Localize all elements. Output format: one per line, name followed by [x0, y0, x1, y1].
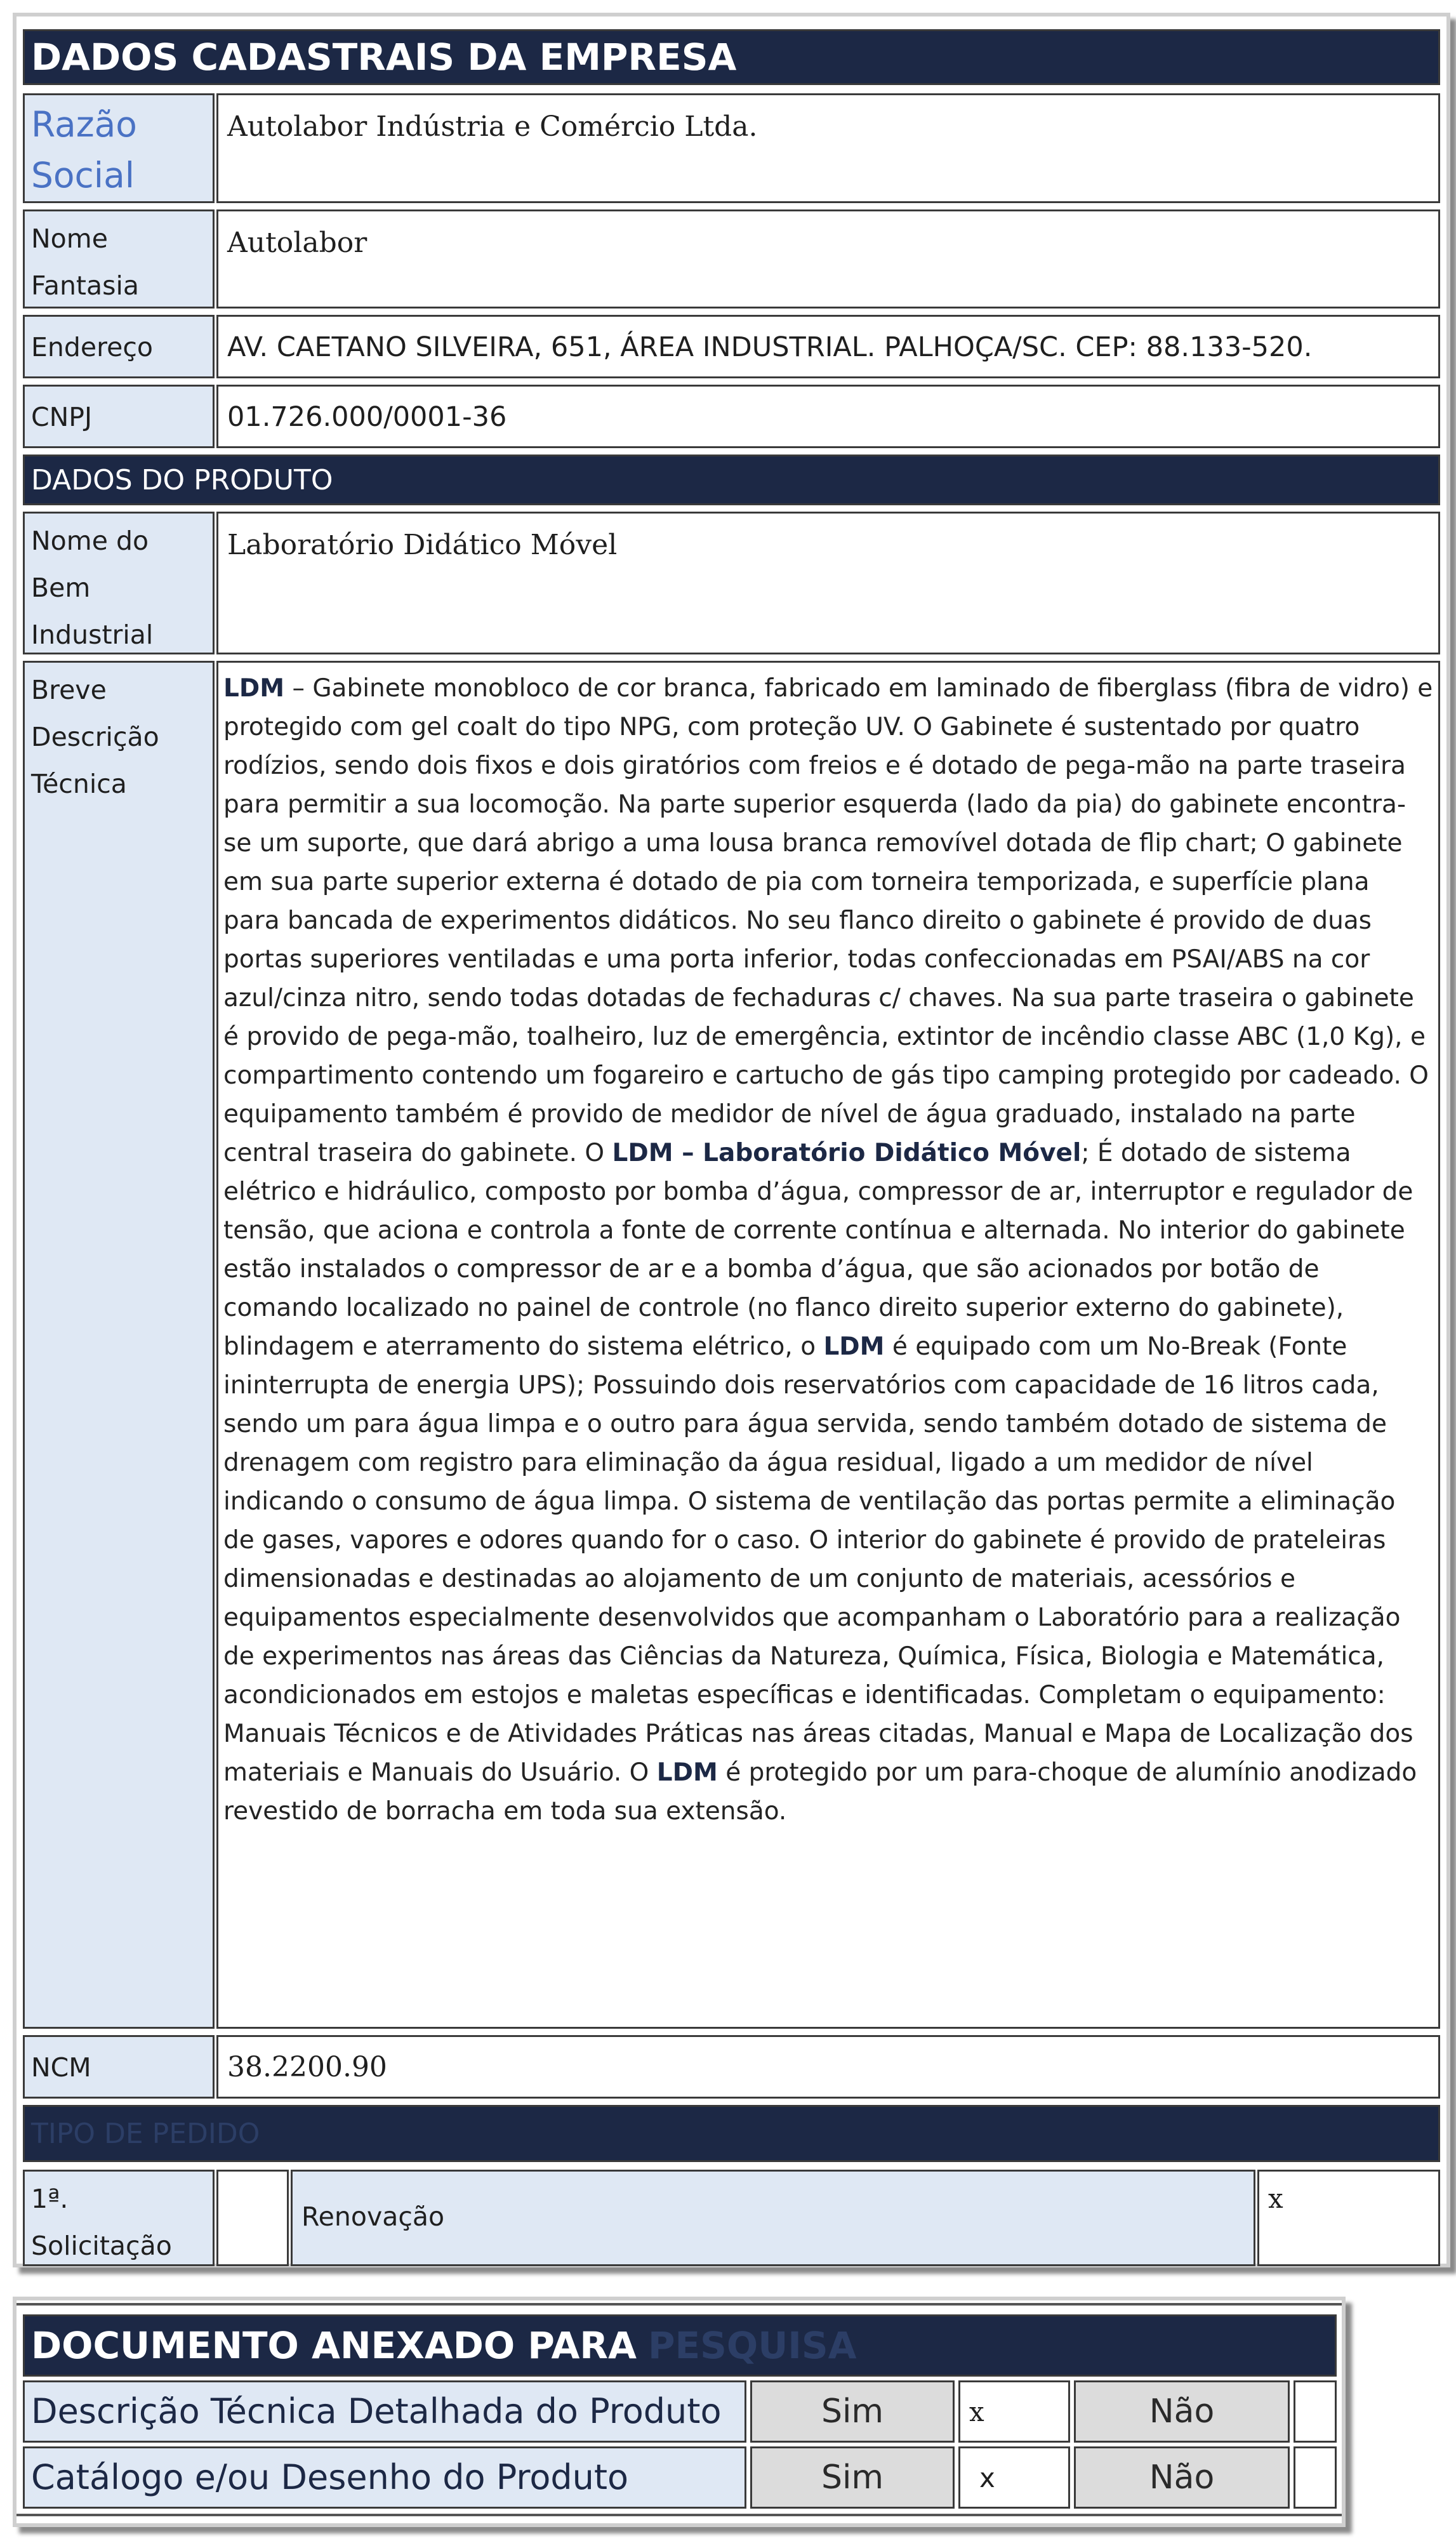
ldm-bold-full: LDM – Laboratório Didático Móvel — [612, 1139, 1082, 1167]
endereco-label: Endereço — [23, 315, 215, 378]
descricao-label: Breve Descrição Técnica — [23, 661, 215, 2029]
attachments-title-faded: PESQUISA — [647, 2324, 857, 2367]
nome-fantasia-label: Nome Fantasia — [23, 209, 215, 309]
ldm-bold-3: LDM — [656, 1758, 718, 1787]
ldm-bold-2: LDM — [823, 1332, 885, 1361]
anexo-row-2-sim: Sim — [750, 2446, 955, 2509]
descricao-part-3: é equipado com um No-Break (Fonte ininterrupta de energia UPS); Possuindo dois reservatórios com capacidade de 16 litros cada, sendo um para água limpa e o outro para água servida, sendo também dotado de sistema de drenagem com registro para eliminação da água residual, ligado a um medidor de nível indicando o consumo de água limpa. O sistema de ventilação das portas permite a eliminação de gases, vapores e odores quando for o caso. O interior do gabinete é provido de prateleiras dimensionadas e destinadas ao alojamento de um conjunto de materiais, acessórios e equipamentos especialmente desenvolvidos que acompanham o Laboratório para a realização de experimentos nas áreas das Ciências da Natureza, Química, Física, Biologia e Matemática, acondicionados em estojos e maletas específicas e identificadas. Completam o equipamento: Manuais Técnicos e de Atividades Práticas nas áreas citadas, Manual e Mapa de Localização dos materiais e Manuais do Usuário. O — [223, 1332, 1413, 1787]
company-section-header — [23, 29, 1440, 85]
top-grid-line — [17, 2303, 1342, 2306]
anexo-row-2-label: Catálogo e/ou Desenho do Produto — [23, 2446, 746, 2509]
descricao-part-2: ; É dotado de sistema elétrico e hidráulico, composto por bomba d’água, compressor de ar, interruptor e regulador de tensão, que aciona e controla a fonte de corrente contínua e alternada. No interior do gabinete estão instalados o compressor de ar e a bomba d’água, que são acionados por botão de comando localizado no painel de controle (no flanco direito superior externo do gabinete), blindagem e aterramento do sistema elétrico, o — [223, 1139, 1413, 1361]
nome-bem-value: Laboratório Didático Móvel — [216, 512, 1440, 654]
anexo-row-2-nao-checkbox[interactable] — [1294, 2446, 1337, 2509]
anexo-row-1-label: Descrição Técnica Detalhada do Produto — [23, 2380, 746, 2443]
descricao-part-1: – Gabinete monobloco de cor branca, fabricado em laminado de fiberglass (fibra de vidro) e protegido com gel coalt do tipo NPG, com proteção UV. O Gabinete é sustentado por quatro rodízios, sendo dois fixos e dois giratórios com freios e é dotado de pega-mão na parte traseira para permitir a sua locomoção. Na parte superior esquerda (lado da pia) do gabinete encontra-se um suporte, que dará abrigo a uma lousa branca removível dotada de flip chart; O gabinete em sua parte superior externa é dotado de pia com torneira temporizada, e superfície plana para bancada de experimentos didáticos. No seu flanco direito o gabinete é provido de duas portas superiores ventiladas e uma porta inferior, todas confeccionadas em PSAI/ABS na cor azul/cinza nitro, sendo todas dotadas de fechaduras c/ chaves. Na sua parte traseira o gabinete é provido de pega-mão, toalheiro, luz de emergência, extintor de incêndio classe ABC (1,0 Kg), e compartimento contendo um fogareiro e cartucho de gás tipo camping protegido por cadeado. O equipamento também é provido de medidor de nível de água graduado, instalado na parte central traseira do gabinete. O — [223, 674, 1433, 1167]
company-product-form — [13, 13, 1450, 2267]
anexo-row-2-nao: Não — [1074, 2446, 1290, 2509]
product-section-title: DADOS DO PRODUTO — [31, 463, 333, 496]
primeira-solicitacao-checkbox[interactable] — [216, 2170, 289, 2266]
razao-social-label: Razão Social — [23, 93, 215, 203]
descricao-value — [216, 661, 1440, 2029]
anexo-row-1-sim: Sim — [750, 2380, 955, 2443]
anexo-row-1-sim-checkbox[interactable]: x — [958, 2380, 1070, 2443]
ldm-bold-1: LDM — [223, 674, 285, 703]
anexo-row-1-nao: Não — [1074, 2380, 1290, 2443]
renovacao-checkbox[interactable]: x — [1257, 2170, 1440, 2266]
descricao-part-4: é protegido por um para-choque de alumínio anodizado revestido de borracha em toda sua extensão. — [223, 1758, 1417, 1826]
ncm-value: 38.2200.90 — [216, 2035, 1440, 2099]
cnpj-value: 01.726.000/0001-36 — [216, 385, 1440, 448]
renovacao-label: Renovação — [291, 2170, 1255, 2266]
attachments-title: DOCUMENTO ANEXADO PARA — [31, 2324, 637, 2367]
nome-bem-label: Nome do Bem Industrial — [23, 512, 215, 654]
cnpj-label: CNPJ — [23, 385, 215, 448]
order-type-title: TIPO DE PEDIDO — [31, 2117, 260, 2150]
primeira-solicitacao-label: 1ª. Solicitação — [23, 2170, 215, 2266]
anexo-row-2-sim-checkbox[interactable]: x — [958, 2446, 1070, 2509]
attachments-header — [23, 2314, 1337, 2377]
product-section-header — [23, 455, 1440, 505]
order-type-header — [23, 2105, 1440, 2162]
endereco-value: AV. CAETANO SILVEIRA, 651, ÁREA INDUSTRIAL. PALHOÇA/SC. CEP: 88.133-520. — [216, 315, 1440, 378]
company-section-title: DADOS CADASTRAIS DA EMPRESA — [31, 36, 737, 79]
ncm-label: NCM — [23, 2035, 215, 2099]
anexo-row-1-nao-checkbox[interactable] — [1294, 2380, 1337, 2443]
razao-social-value: Autolabor Indústria e Comércio Ltda. — [216, 93, 1440, 203]
nome-fantasia-value: Autolabor — [216, 209, 1440, 309]
bottom-grid-line — [17, 2514, 1342, 2516]
attached-documents-form — [13, 2297, 1346, 2527]
